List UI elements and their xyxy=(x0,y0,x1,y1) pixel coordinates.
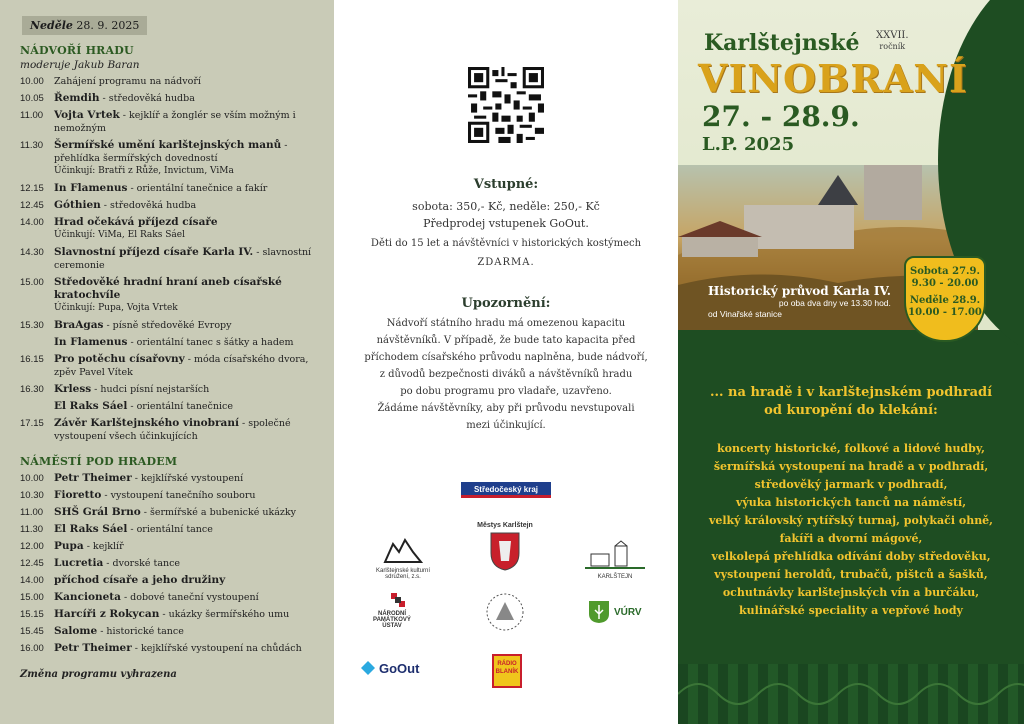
stredocesky-kraj-logo: Středočeský kraj xyxy=(461,482,551,498)
program-entry xyxy=(54,139,322,178)
free-entry-word: ZDARMA. xyxy=(477,257,535,268)
program-name: Harcíři z Rokycan xyxy=(54,608,160,620)
section-title-courtyard: NÁDVOŘÍ HRADU xyxy=(20,44,134,57)
program-time: 11.30 xyxy=(20,524,44,535)
program-name: BraAgas xyxy=(54,319,104,331)
program-row xyxy=(20,472,322,485)
feature-item: vystoupení heroldů, trubačů, pištců a šašků, xyxy=(714,568,988,581)
program-name: Petr Theimer xyxy=(54,472,132,484)
feature-item: koncerty historické, folkové a lidové hudby, xyxy=(716,442,986,455)
program-desc: - slavnostní ceremonie xyxy=(54,247,312,271)
program-entry xyxy=(54,642,322,655)
program-performers: Účinkují: ViMa, El Raks Sáel xyxy=(54,230,185,240)
program-row xyxy=(20,400,322,413)
parade-place: od Vinařské stanice xyxy=(708,309,783,319)
program-desc: - vystoupení tanečního souboru xyxy=(101,490,256,501)
program-entry xyxy=(54,246,322,272)
program-entry xyxy=(54,75,322,88)
program-name: Řemdih xyxy=(54,92,100,104)
feature-item: fakíři a dvorní mágové, xyxy=(779,532,923,545)
program-desc: - orientální tanec s šátky a hadem xyxy=(127,337,294,348)
saturday-label: Sobota 27.9. xyxy=(910,266,980,277)
program-time: 15.45 xyxy=(20,626,44,637)
program-time: 16.30 xyxy=(20,384,44,395)
warning-text xyxy=(334,315,678,434)
program-name: In Flamenus xyxy=(54,336,128,348)
vine-ornament-icon xyxy=(678,664,1024,724)
feature-item: velkolepá přehlídka odívání doby středověku, xyxy=(711,550,991,563)
program-entry xyxy=(54,353,322,379)
entry-title: Vstupné: xyxy=(473,177,539,192)
warning-title: Upozornění: xyxy=(461,296,551,311)
program-row xyxy=(20,591,322,604)
program-time: 15.15 xyxy=(20,609,44,620)
sunday-hours: 10.00 - 17.00 xyxy=(908,307,982,318)
program-time: 11.30 xyxy=(20,140,44,151)
program-row xyxy=(20,319,322,332)
program-entry xyxy=(54,216,322,242)
program-desc: - móda císařského dvora, zpěv Pavel Vítek xyxy=(54,354,309,378)
program-row xyxy=(20,383,322,396)
program-name: příchod císaře a jeho družiny xyxy=(54,574,226,586)
program-time: 12.45 xyxy=(20,200,44,211)
courtyard-program-list xyxy=(20,75,322,443)
program-desc: - hudci písní nejstarších xyxy=(91,384,210,395)
program-time: 15.00 xyxy=(20,277,44,288)
program-name: El Raks Sáel xyxy=(54,400,128,412)
warning-line: mezi účinkující. xyxy=(466,420,546,431)
program-time: 11.00 xyxy=(20,507,44,518)
feature-item: velký královský rytířský turnaj, polykači ohně, xyxy=(708,514,994,527)
program-row xyxy=(20,276,322,315)
program-name: Šermířské umění karlštejnských manů xyxy=(54,139,282,151)
warning-line: po dobu programu pro vladaře, uzavřeno. xyxy=(400,386,612,397)
program-desc: - kejklíř xyxy=(83,541,124,552)
npu-logo: NÁRODNÍ PAMÁTKOVÝ ÚSTAV xyxy=(368,592,428,629)
warning-line: návštěvníků. V případě, že bude tato kapacita před xyxy=(376,335,636,346)
program-time: 10.00 xyxy=(20,76,44,87)
parade-time: po oba dva dny ve 13.30 hod. xyxy=(778,298,891,308)
parade-info xyxy=(708,284,891,320)
program-entry xyxy=(54,472,322,485)
program-desc: - orientální tanečnice xyxy=(127,401,233,412)
title-vinobrani: VINOBRANÍ xyxy=(698,56,968,101)
feature-item: středověký jarmark v podhradí, xyxy=(754,478,948,491)
program-desc: Zahájení programu na nádvoří xyxy=(54,76,201,87)
program-entry xyxy=(54,92,322,105)
program-row xyxy=(20,625,322,638)
program-panel xyxy=(0,0,334,724)
program-entry xyxy=(54,557,322,570)
program-entry xyxy=(54,417,322,443)
program-desc: - dobové taneční vystoupení xyxy=(120,592,259,603)
program-time: 14.00 xyxy=(20,575,44,586)
program-row xyxy=(20,557,322,570)
program-desc: - přehlídka šermířských dovedností xyxy=(54,140,288,164)
program-row xyxy=(20,75,322,88)
saturday-hours: 9.30 - 20.00 xyxy=(911,278,979,289)
program-time xyxy=(20,336,54,349)
program-time: 14.00 xyxy=(20,217,44,228)
program-performers: Účinkují: Bratři z Růže, Invictum, ViMa xyxy=(54,166,234,176)
event-year: L.P. 2025 xyxy=(702,134,795,155)
program-entry xyxy=(54,625,322,638)
program-name: Góthien xyxy=(54,199,101,211)
program-desc: - ukázky šermířského umu xyxy=(159,609,290,620)
coat-of-arms-icon xyxy=(489,531,521,571)
program-name: El Raks Sáel xyxy=(54,523,128,535)
feature-list xyxy=(678,440,1024,620)
program-time: 12.00 xyxy=(20,541,44,552)
program-row xyxy=(20,216,322,242)
opening-hours-badge xyxy=(904,256,986,342)
title-karlstejnske: Karlštejnské xyxy=(704,30,860,56)
cover-panel xyxy=(678,0,1024,724)
program-time: 15.30 xyxy=(20,320,44,331)
program-name: SHŠ Grál Brno xyxy=(54,506,141,518)
program-entry xyxy=(54,109,322,135)
radio-blanik-logo: RÁDIO BLANÍK xyxy=(492,654,522,688)
program-entry xyxy=(54,574,322,587)
program-row xyxy=(20,92,322,105)
program-name: Vojta Vrtek xyxy=(54,109,120,121)
warning-line: Nádvoří státního hradu má omezenou kapacitu xyxy=(386,318,626,329)
warning-line: Žádáme návštěvníky, aby při průvodu nevstupovali xyxy=(377,403,635,414)
program-desc: - společné vystoupení všech účinkujících xyxy=(54,418,291,442)
npu-mark-icon xyxy=(391,593,405,607)
info-panel xyxy=(334,0,678,724)
program-entry xyxy=(54,383,322,396)
program-row xyxy=(20,139,322,178)
square-program-list xyxy=(20,472,322,655)
castle-drawing-icon xyxy=(585,540,645,570)
program-time: 10.00 xyxy=(20,473,44,484)
program-time: 14.30 xyxy=(20,247,44,258)
program-desc: - kejklíř a žonglér se vším možným i nemožným xyxy=(54,110,296,134)
slogan: ... na hradě i v karlštejnském podhradí od kuropění do klekání: xyxy=(709,385,993,418)
program-name: Pupa xyxy=(54,540,84,552)
program-name: Lucretia xyxy=(54,557,104,569)
program-time xyxy=(20,400,54,413)
program-name: Závěr Karlštejnského vinobraní xyxy=(54,417,239,429)
program-time: 17.15 xyxy=(20,418,44,429)
program-row xyxy=(20,417,322,443)
section-title-square: NÁMĚSTÍ POD HRADEM xyxy=(20,455,178,468)
goout-logo: GoOut xyxy=(360,660,419,676)
program-row xyxy=(20,489,322,502)
program-time: 15.00 xyxy=(20,592,44,603)
qr-code-icon[interactable] xyxy=(468,67,544,143)
free-entry-note: Děti do 15 let a návštěvníci v historických kostýmech xyxy=(370,238,642,249)
program-row xyxy=(20,336,322,349)
program-row xyxy=(20,246,322,272)
program-name: Fioretto xyxy=(54,489,102,501)
program-time: 16.15 xyxy=(20,354,44,365)
program-entry xyxy=(54,319,322,332)
entry-prices: sobota: 350,- Kč, neděle: 250,- Kč xyxy=(412,200,600,213)
program-time: 10.30 xyxy=(20,490,44,501)
wine-circle-icon xyxy=(472,590,538,634)
program-desc: - orientální tanečnice a fakír xyxy=(127,183,268,194)
program-entry xyxy=(54,336,322,349)
program-row xyxy=(20,540,322,553)
program-time: 12.15 xyxy=(20,183,44,194)
program-row xyxy=(20,109,322,135)
mestys-karlstejn-logo: Městys Karlštejn xyxy=(470,522,540,575)
program-time: 10.05 xyxy=(20,93,44,104)
feature-item: výuka historických tanců na náměstí, xyxy=(735,496,967,509)
feature-item: šermířská vystoupení na hradě a v podhradí, xyxy=(713,460,989,473)
feature-item: kulinářské speciality a vepřové hody xyxy=(739,604,963,617)
program-time: 16.00 xyxy=(20,643,44,654)
program-name: Slavnostní příjezd císaře Karla IV. xyxy=(54,246,254,258)
program-desc: - kejklířské vystoupení na chůdách xyxy=(131,643,302,654)
castle-outline-icon xyxy=(383,536,423,564)
program-row xyxy=(20,642,322,655)
program-entry xyxy=(54,506,322,519)
kulturni-sdruzeni-logo: Karlštejnské kulturní sdružení, z.s. xyxy=(368,536,438,580)
ornament-border xyxy=(678,664,1024,724)
program-entry xyxy=(54,489,322,502)
program-name: Kancioneta xyxy=(54,591,121,603)
parade-title: Historický průvod Karla IV. xyxy=(708,284,891,298)
program-entry xyxy=(54,591,322,604)
program-time: 12.45 xyxy=(20,558,44,569)
program-row xyxy=(20,574,322,587)
program-row xyxy=(20,199,322,212)
program-row xyxy=(20,353,322,379)
program-row xyxy=(20,523,322,536)
presale-note: Předprodej vstupenek GoOut. xyxy=(423,217,589,230)
goout-mark-icon xyxy=(360,660,376,676)
program-change-note: Změna programu vyhrazena xyxy=(20,669,177,680)
program-performers: Účinkují: Pupa, Vojta Vrtek xyxy=(54,303,178,313)
program-desc: - středověká hudba xyxy=(100,200,197,211)
program-name: Středověké hradní hraní aneb císařské kratochvíle xyxy=(54,276,282,301)
program-desc: - šermířské a bubenické ukázky xyxy=(140,507,297,518)
sunday-label: Neděle 28.9. xyxy=(909,295,981,306)
program-desc: - dvorské tance xyxy=(103,558,181,569)
leaf-shield-icon xyxy=(588,600,610,624)
program-desc: - písně středověké Evropy xyxy=(103,320,232,331)
program-entry xyxy=(54,199,322,212)
program-entry xyxy=(54,276,322,315)
program-name: Krless xyxy=(54,383,92,395)
date-day: Neděle xyxy=(30,19,73,32)
vinarsky-spolek-logo xyxy=(472,590,538,634)
program-row xyxy=(20,506,322,519)
event-dates: 27. - 28.9. xyxy=(702,100,860,133)
date-number: 28. 9. 2025 xyxy=(76,19,140,32)
edition-label: XXVII. ročník xyxy=(876,30,909,51)
program-name: Petr Theimer xyxy=(54,642,132,654)
vurv-logo: VÚRV xyxy=(588,600,642,624)
program-entry xyxy=(54,608,322,621)
program-entry xyxy=(54,523,322,536)
program-row xyxy=(20,608,322,621)
program-row xyxy=(20,182,322,195)
program-name: Pro potěchu císařovny xyxy=(54,353,185,365)
section-moderator: moderuje Jakub Baran xyxy=(20,59,140,71)
program-name: In Flamenus xyxy=(54,182,128,194)
program-entry xyxy=(54,540,322,553)
program-desc: - kejklířské vystoupení xyxy=(131,473,244,484)
program-desc: - středověká hudba xyxy=(99,93,195,104)
program-entry xyxy=(54,182,322,195)
program-time: 11.00 xyxy=(20,110,44,121)
program-name: Salome xyxy=(54,625,98,637)
date-tag xyxy=(22,16,147,35)
program-desc: - orientální tance xyxy=(127,524,213,535)
feature-item: ochutnávky karlštejnských vín a burčáku, xyxy=(722,586,980,599)
program-entry xyxy=(54,400,322,413)
warning-line: příchodem císařského průvodu naplněna, bude nádvoří, xyxy=(364,352,648,363)
program-desc: - historické tance xyxy=(97,626,184,637)
warning-line: z důvodů bezpečnosti diváků a návštěvníků hradu xyxy=(379,369,633,380)
karlstejn-brand-logo: KARLŠTEJN xyxy=(570,540,660,580)
program-name: Hrad očekává příjezd císaře xyxy=(54,216,218,228)
